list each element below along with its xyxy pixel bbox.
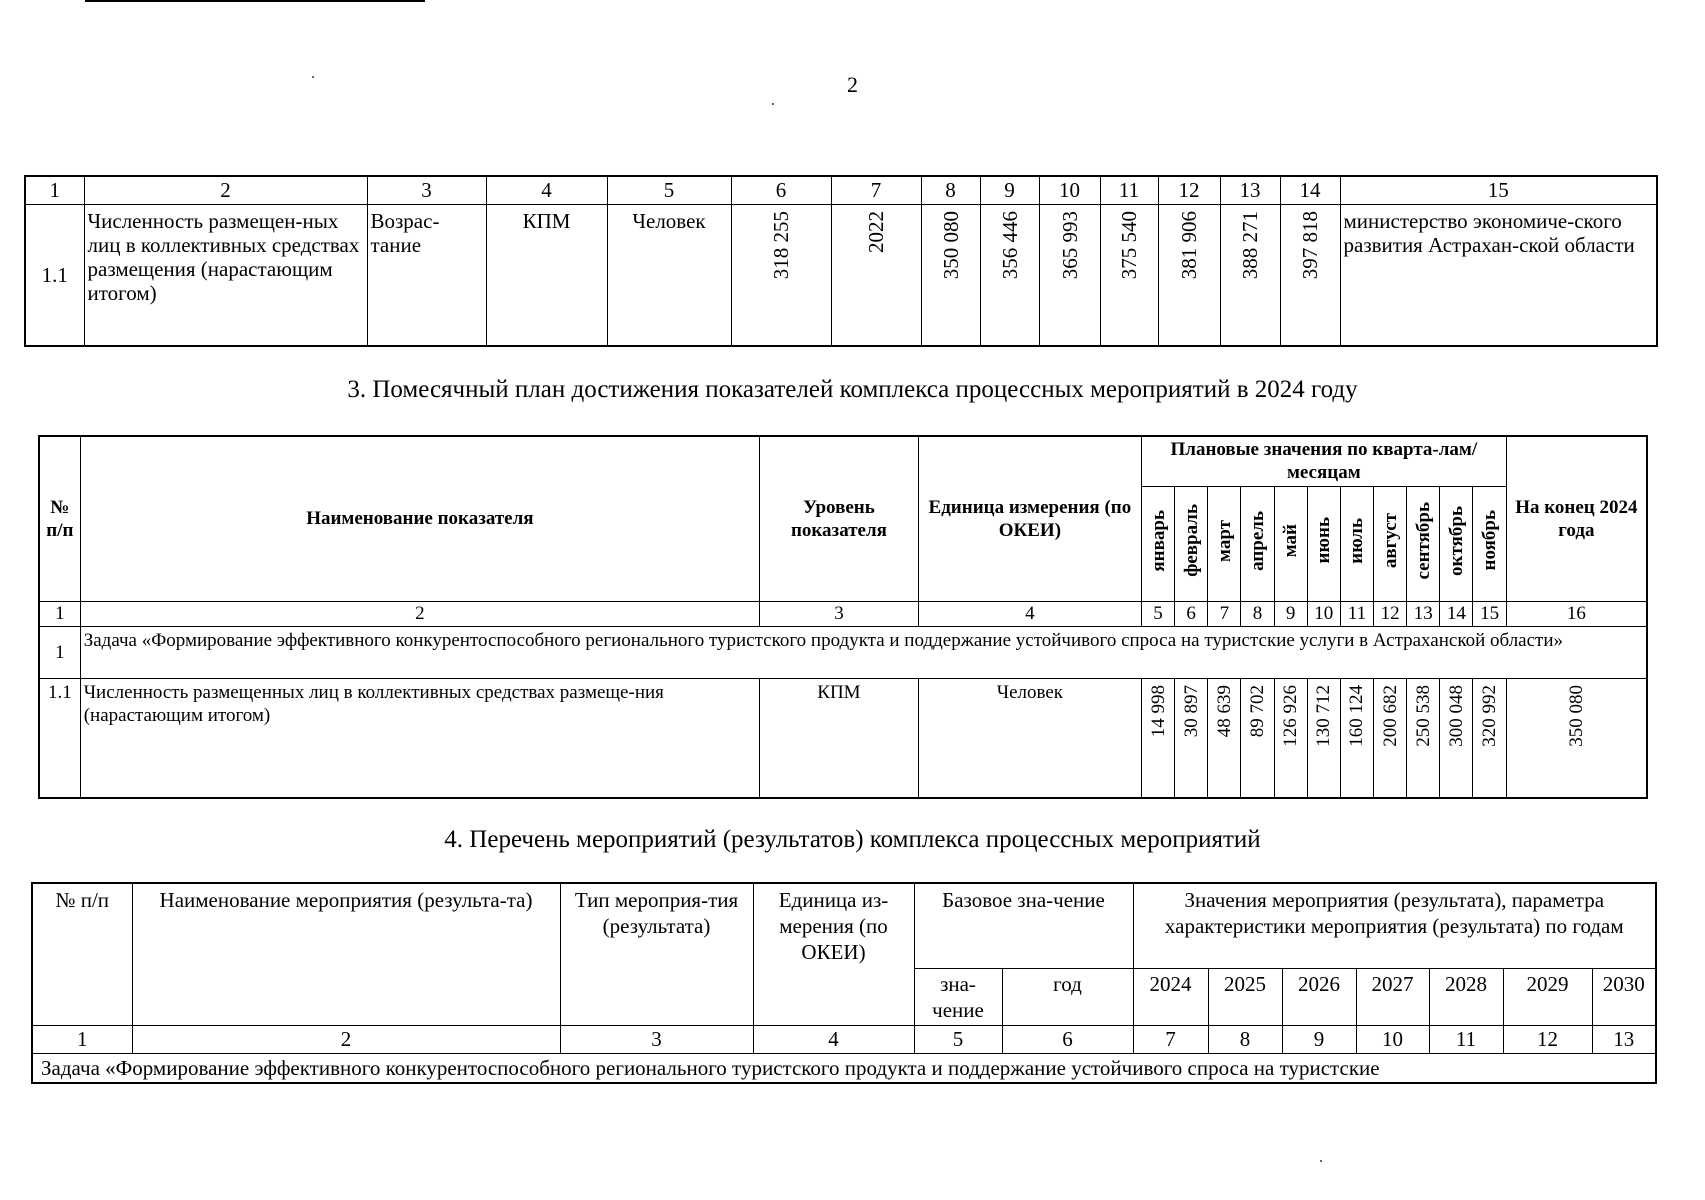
year-value: 397 818 xyxy=(1298,210,1322,279)
header-base: Базовое зна-чение xyxy=(914,883,1133,968)
header-row xyxy=(32,883,1656,968)
column-number-row xyxy=(32,1025,1656,1053)
indicator-unit: Человек xyxy=(607,204,731,346)
col-num: 1 xyxy=(39,601,80,626)
header-year: 2024 xyxy=(1133,968,1208,1025)
col-num: 7 xyxy=(1208,601,1241,626)
col-num: 5 xyxy=(1141,601,1174,626)
monthly-plan-table xyxy=(38,435,1648,799)
col-num: 9 xyxy=(980,176,1039,204)
indicators-table-continued xyxy=(24,175,1658,347)
col-num: 9 xyxy=(1274,601,1307,626)
col-num: 3 xyxy=(760,601,919,626)
col-num: 10 xyxy=(1356,1025,1429,1053)
col-num: 16 xyxy=(1506,601,1647,626)
scan-speck xyxy=(1320,1160,1322,1162)
col-num: 5 xyxy=(914,1025,1002,1053)
activities-table xyxy=(31,882,1657,1084)
col-num: 13 xyxy=(1407,601,1440,626)
month-value: 30 897 xyxy=(1180,684,1202,737)
month-label: февраль xyxy=(1180,504,1202,577)
month-label: май xyxy=(1280,523,1302,558)
month-value: 130 712 xyxy=(1313,684,1335,747)
section-3-title: 3. Помесячный план достижения показателей комплекса процессных мероприятий в 2024 году xyxy=(347,376,1358,403)
col-num: 12 xyxy=(1503,1025,1592,1053)
col-num: 2 xyxy=(84,176,367,204)
col-num: 2 xyxy=(80,601,759,626)
month-label: апрель xyxy=(1246,510,1268,571)
scan-speck xyxy=(312,76,314,78)
header-base-value: зна-чение xyxy=(914,968,1002,1025)
col-num: 15 xyxy=(1340,176,1657,204)
responsible-body: министерство экономиче-ского развития Астрахан-ской области xyxy=(1340,204,1657,346)
indicator-unit: Человек xyxy=(918,678,1141,798)
col-num: 10 xyxy=(1039,176,1100,204)
col-num: 14 xyxy=(1440,601,1473,626)
col-num: 11 xyxy=(1429,1025,1503,1053)
header-year: 2025 xyxy=(1208,968,1282,1025)
month-value: 160 124 xyxy=(1346,684,1368,747)
year-value: 388 271 xyxy=(1238,210,1262,279)
col-num: 9 xyxy=(1282,1025,1356,1053)
header-row xyxy=(39,436,1647,486)
section-4-title: 4. Перечень мероприятий (результатов) комплекса процессных мероприятий xyxy=(444,826,1261,853)
task-number: 1 xyxy=(39,626,80,678)
table-row xyxy=(39,678,1647,798)
month-value: 300 048 xyxy=(1445,684,1467,747)
header-values: Значения мероприятия (результата), параметра характеристики мероприятия (результата) по годам xyxy=(1133,883,1656,968)
header-end-of-year: На конец 2024 года xyxy=(1506,436,1647,601)
task-row xyxy=(39,626,1647,678)
year-value: 365 993 xyxy=(1057,210,1082,279)
col-num: 6 xyxy=(731,176,831,204)
col-num: 15 xyxy=(1473,601,1506,626)
year-value: 356 446 xyxy=(997,210,1022,279)
col-num: 10 xyxy=(1307,601,1340,626)
col-num: 7 xyxy=(1133,1025,1208,1053)
year-value: 350 080 xyxy=(938,210,963,279)
header-year: 2026 xyxy=(1282,968,1356,1025)
month-value: 320 992 xyxy=(1479,684,1501,747)
task-text: Задача «Формирование эффективного конкурентоспособного регионального туристского продукта и поддержание устойчивого спроса на туристские xyxy=(32,1053,1656,1083)
col-num: 8 xyxy=(1241,601,1274,626)
header-plan: Плановые значения по кварта-лам/месяцам xyxy=(1141,436,1506,486)
header-base-year: год xyxy=(1002,968,1133,1025)
col-num: 6 xyxy=(1175,601,1208,626)
column-number-row xyxy=(39,601,1647,626)
month-value: 250 538 xyxy=(1412,684,1434,747)
month-label: март xyxy=(1213,519,1235,562)
header-year: 2029 xyxy=(1503,968,1592,1025)
col-num: 2 xyxy=(132,1025,560,1053)
month-label: ноябрь xyxy=(1479,510,1501,571)
month-label: сентябрь xyxy=(1412,501,1434,580)
month-value: 126 926 xyxy=(1280,684,1302,747)
page-number: 2 xyxy=(847,72,858,97)
header-unit: Единица измерения (по ОКЕИ) xyxy=(918,436,1141,601)
indicator-name: Численность размещен-ных лиц в коллективных средствах размещения (нарастающим итогом) xyxy=(84,204,367,346)
scan-speck xyxy=(772,103,774,105)
month-label: июнь xyxy=(1313,517,1335,564)
col-num: 4 xyxy=(918,601,1141,626)
base-value: 318 255 xyxy=(769,210,793,279)
year-value: 381 906 xyxy=(1177,210,1201,279)
month-value: 48 639 xyxy=(1213,684,1235,737)
col-num: 11 xyxy=(1340,601,1373,626)
indicator-direction: Возрас-тание xyxy=(367,204,486,346)
col-num: 11 xyxy=(1100,176,1158,204)
col-num: 14 xyxy=(1280,176,1340,204)
col-num: 1 xyxy=(25,176,84,204)
month-value: 200 682 xyxy=(1379,684,1401,747)
month-value: 14 998 xyxy=(1147,684,1169,737)
task-text: Задача «Формирование эффективного конкурентоспособного регионального туристского продукта и поддержание устойчивого спроса на туристские услуги в Астраханской области» xyxy=(80,626,1647,678)
header-num: № п/п xyxy=(32,883,132,1025)
table-row xyxy=(25,204,1657,346)
col-num: 12 xyxy=(1158,176,1220,204)
indicator-level: КПМ xyxy=(486,204,607,346)
header-level: Уровень показателя xyxy=(760,436,919,601)
task-row xyxy=(32,1053,1656,1083)
col-num: 7 xyxy=(831,176,921,204)
col-num: 4 xyxy=(753,1025,914,1053)
col-num: 5 xyxy=(607,176,731,204)
header-type: Тип мероприя-тия (результата) xyxy=(560,883,753,1025)
month-value: 89 702 xyxy=(1246,684,1268,737)
col-num: 8 xyxy=(1208,1025,1282,1053)
base-year: 2022 xyxy=(864,210,888,253)
header-unit: Единица из-мерения (по ОКЕИ) xyxy=(753,883,914,1025)
indicator-name: Численность размещенных лиц в коллективных средствах размеще-ния (нарастающим итогом) xyxy=(80,678,759,798)
col-num: 8 xyxy=(921,176,980,204)
col-num: 12 xyxy=(1374,601,1407,626)
header-year: 2027 xyxy=(1356,968,1429,1025)
header-year: 2030 xyxy=(1592,968,1656,1025)
col-num: 3 xyxy=(367,176,486,204)
header-name: Наименование показателя xyxy=(80,436,759,601)
month-label: январь xyxy=(1147,509,1169,572)
month-label: октябрь xyxy=(1445,505,1467,576)
top-rule xyxy=(85,0,425,2)
month-label: июль xyxy=(1346,517,1368,564)
month-label: август xyxy=(1379,512,1401,569)
year-value: 375 540 xyxy=(1117,210,1141,279)
column-number-row xyxy=(25,176,1657,204)
end-of-year-value: 350 080 xyxy=(1565,684,1587,747)
header-year: 2028 xyxy=(1429,968,1503,1025)
col-num: 13 xyxy=(1592,1025,1656,1053)
col-num: 1 xyxy=(32,1025,132,1053)
col-num: 6 xyxy=(1002,1025,1133,1053)
indicator-level: КПМ xyxy=(760,678,919,798)
header-name: Наименование мероприятия (результа-та) xyxy=(132,883,560,1025)
col-num: 3 xyxy=(560,1025,753,1053)
row-number: 1.1 xyxy=(39,678,80,798)
header-num: № п/п xyxy=(39,436,80,601)
col-num: 4 xyxy=(486,176,607,204)
row-number: 1.1 xyxy=(25,204,84,346)
col-num: 13 xyxy=(1220,176,1280,204)
